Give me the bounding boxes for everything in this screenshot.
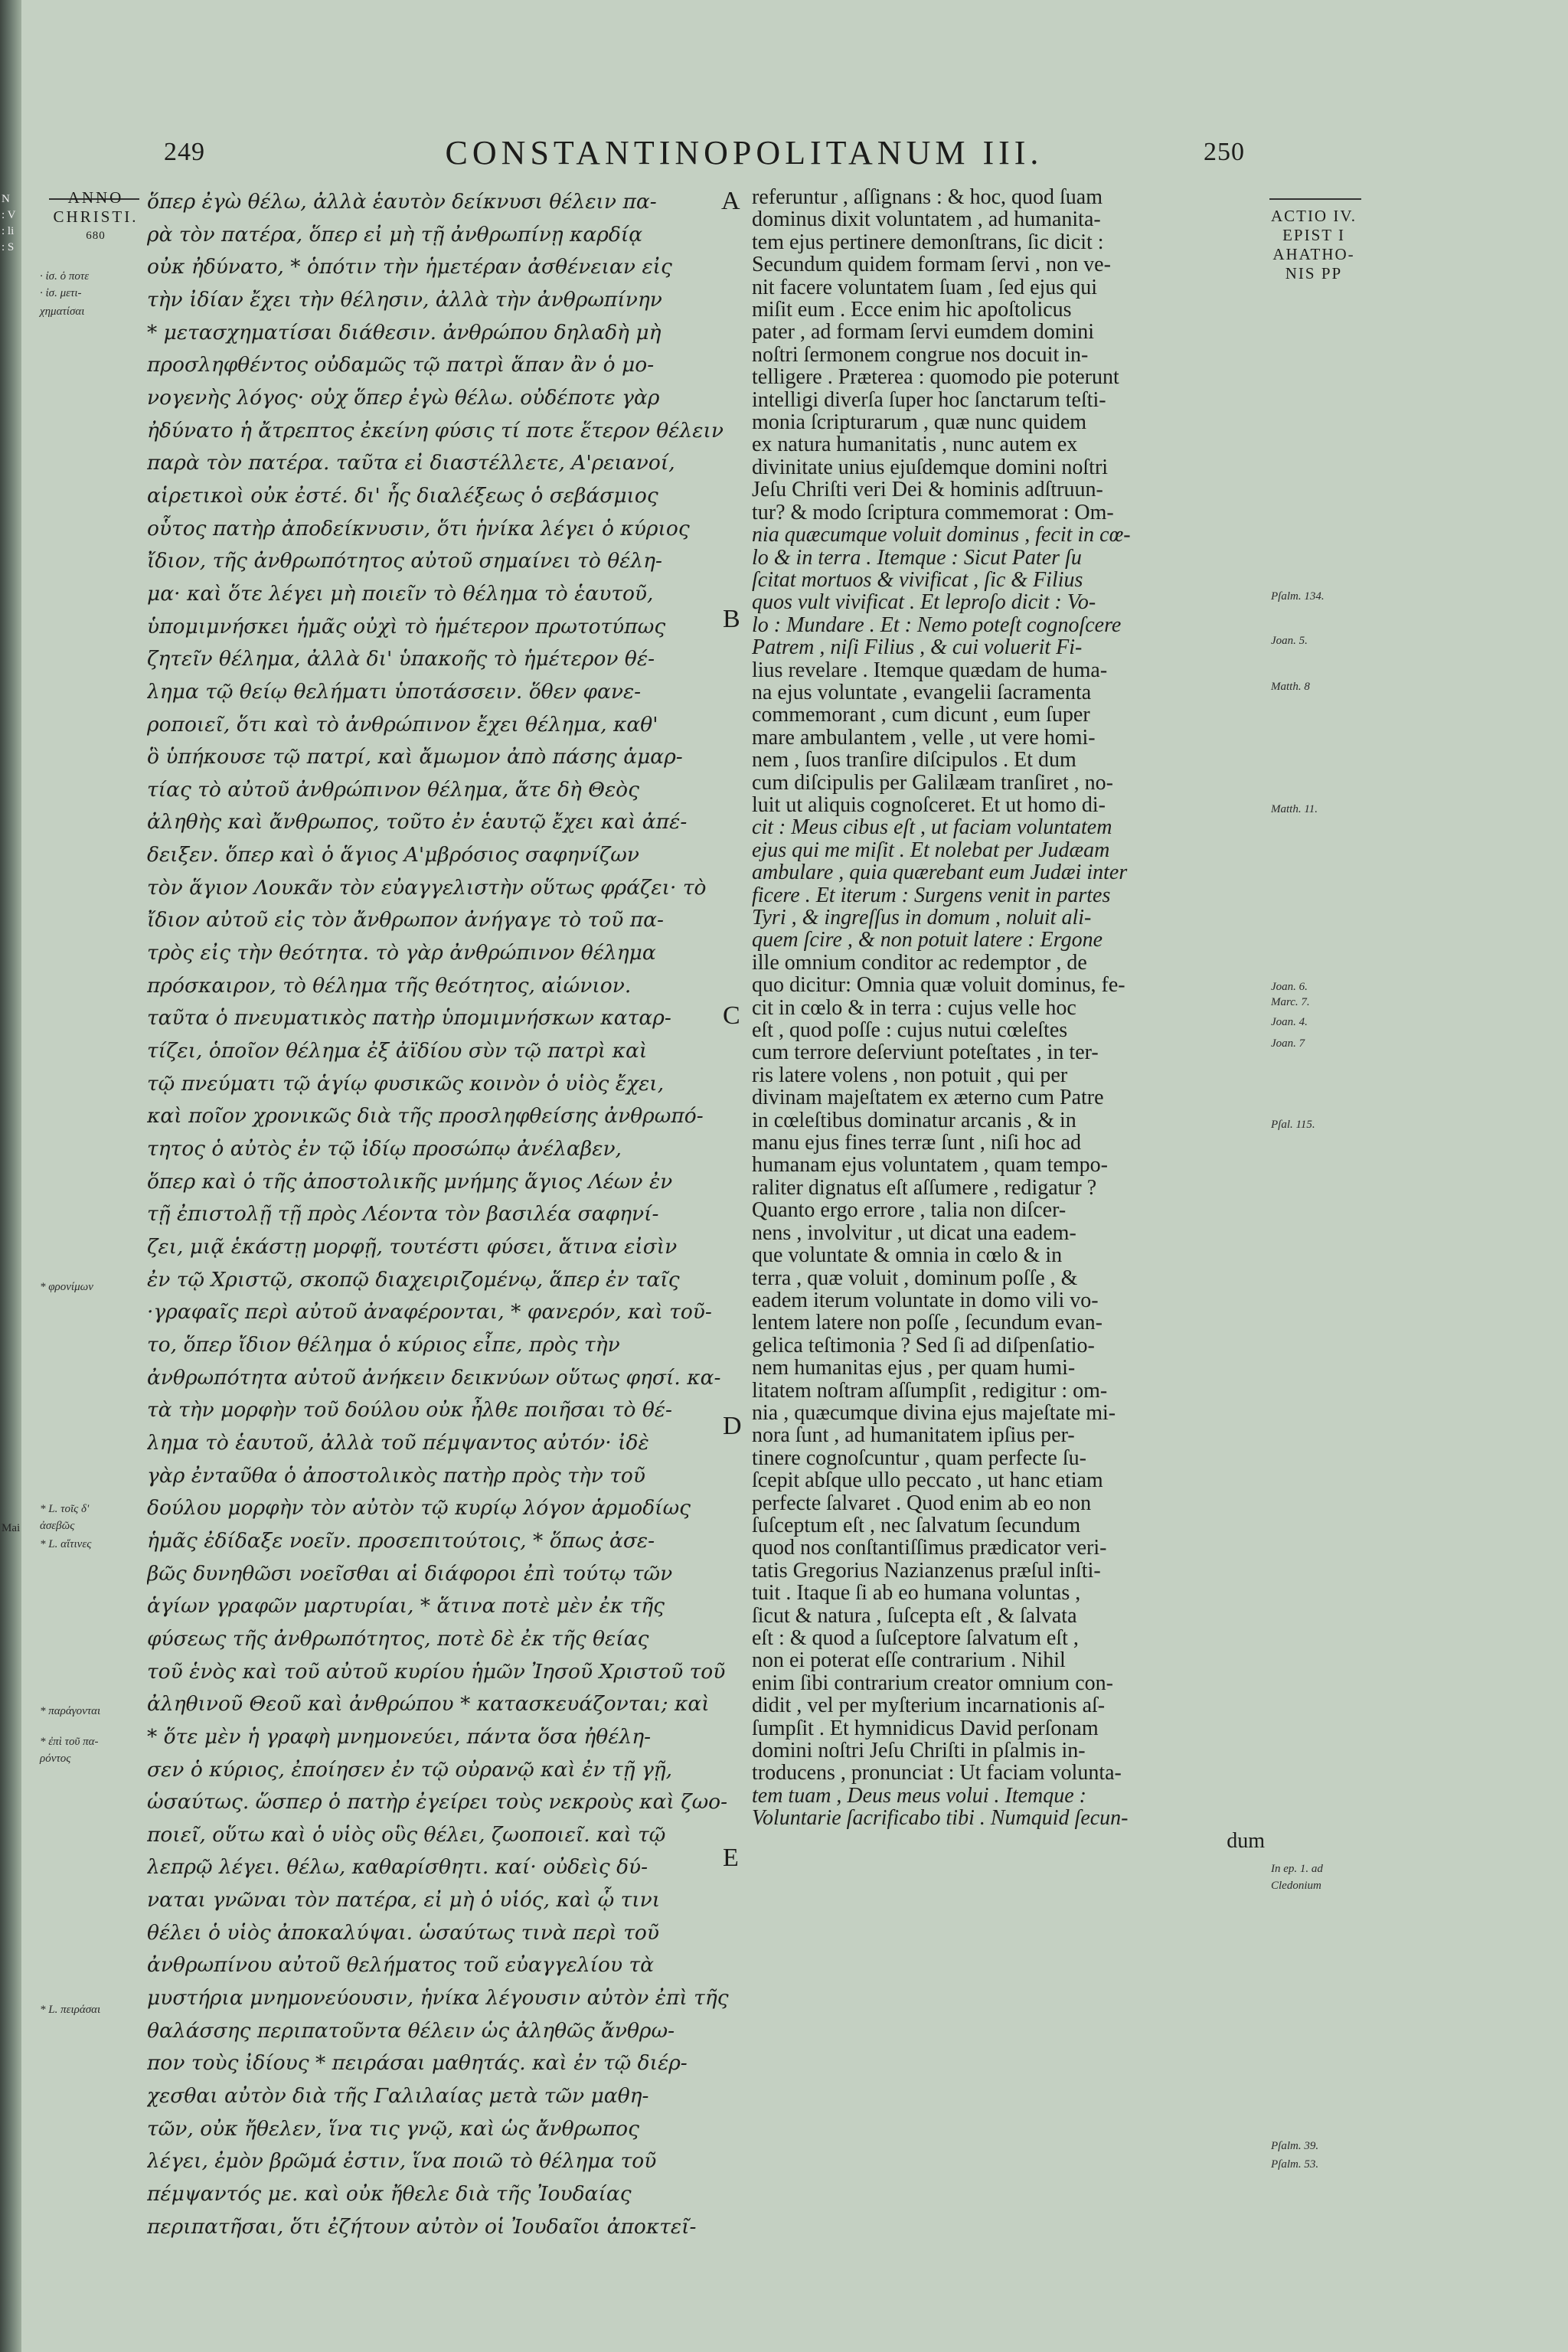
greek-line: χεσθαι αὐτὸν διὰ τῆς Γαλιλαίας μετὰ τῶν μαθη- bbox=[147, 2084, 649, 2109]
scripture-reference: Cledonium bbox=[1271, 1880, 1321, 1892]
greek-line: πον τοὺς ἰδίους * πειράσαι μαθητάς. καὶ ἐν τῷ διέρ- bbox=[147, 2051, 688, 2076]
latin-line: Quanto ergo errore , talia non diſcer- bbox=[752, 1199, 1067, 1222]
latin-line: dominus dixit voluntatem , ad humanita- bbox=[752, 208, 1101, 231]
scripture-reference: Pſalm. 39. bbox=[1271, 2140, 1319, 2152]
session-line: AHATHO- bbox=[1272, 245, 1355, 263]
marginal-note: · ἰσ. ὁ ποτε bbox=[40, 270, 90, 283]
greek-line: τρὸς εἰς τὴν θεότητα. τὸ γὰρ ἀνθρώπινον θέλημα bbox=[147, 941, 656, 965]
greek-line: ἀληθὴς καὶ ἄνθρωπος, τοῦτο ἐν ἑαυτῷ ἔχει καὶ ἀπέ- bbox=[147, 810, 688, 835]
page-number-left: 249 bbox=[164, 138, 205, 166]
marginal-note: · ἰσ. μετι- bbox=[40, 287, 82, 299]
scripture-reference: Joan. 4. bbox=[1271, 1016, 1308, 1028]
latin-line: que voluntate & omnia in cœlo & in bbox=[752, 1244, 1063, 1267]
latin-line: troducens , pronunciat : Ut faciam volunta- bbox=[752, 1762, 1122, 1785]
greek-line: ὅπερ καὶ ὁ τῆς ἀποστολικῆς μνήμης ἅγιος Λέων ἐν bbox=[147, 1169, 673, 1194]
header-rule-right bbox=[1269, 198, 1361, 200]
greek-line: βῶς δυνηθῶσι νοεῖσθαι αἱ διάφοροι ἐπὶ τούτῳ τῶν bbox=[147, 1561, 673, 1586]
greek-line: γὰρ ἐνταῦθα ὁ ἀποστολικὸς πατὴρ πρὸς τὴν τοῦ bbox=[147, 1463, 645, 1488]
latin-line: ambulare , quia quærebant eum Judæi inter bbox=[752, 861, 1128, 884]
latin-text-column bbox=[752, 186, 1272, 1852]
greek-line: ἀληθινοῦ Θεοῦ καὶ ἀνθρώπου * κατασκευάζονται; καὶ bbox=[147, 1692, 710, 1717]
session-annotation bbox=[1268, 207, 1360, 283]
section-letter: C bbox=[723, 1001, 740, 1030]
latin-line: lius revelare . Itemque quædam de huma- bbox=[752, 658, 1108, 681]
latin-line: telligere . Præterea : quomodo pie poterunt bbox=[752, 366, 1119, 389]
greek-line: ·γραφαῖς περὶ αὐτοῦ ἀναφέρονται, * φανερόν, καὶ τοῦ- bbox=[147, 1300, 712, 1325]
marginal-note: * L. αἵτινες bbox=[40, 1538, 92, 1550]
greek-line: μυστήρια μνημονεύουσιν, ἡνίκα λέγουσιν αὐτὸν ἐπὶ τῆς bbox=[147, 1986, 729, 2011]
latin-line: Voluntarie ſacrificabo tibi . Numquid ſecun- bbox=[752, 1807, 1129, 1830]
greek-line: λημα τὸ ἑαυτοῦ, ἀλλὰ τοῦ πέμψαντος αὐτόν· ἰδὲ bbox=[147, 1430, 649, 1455]
section-letter: B bbox=[723, 605, 740, 633]
section-letter: A bbox=[721, 187, 740, 215]
greek-line: ἴδιον, τῆς ἀνθρωπότητος αὐτοῦ σημαίνει τὸ θέλη- bbox=[147, 549, 662, 573]
greek-line: πέμψαντός με. καὶ οὐκ ἤθελε διὰ τῆς Ἰουδαίας bbox=[147, 2182, 632, 2207]
latin-line: ſicut & natura , ſuſcepta eſt , & ſalvata bbox=[752, 1604, 1077, 1627]
greek-line: τὸν ἅγιον Λουκᾶν τὸν εὐαγγελιστὴν οὕτως φράζει· τὸ bbox=[147, 875, 707, 900]
greek-line: ρὰ τὸν πατέρα, ὅπερ εἰ μὴ τῇ ἀνθρωπίνῃ καρδίᾳ bbox=[147, 222, 643, 247]
latin-line: tinere cognoſcuntur , quam perfecte ſu- bbox=[752, 1446, 1086, 1470]
latin-line: divinam majeſtatem ex æterno cum Patre bbox=[752, 1086, 1104, 1109]
latin-line: non ei poterat eſſe contrarium . Nihil bbox=[752, 1649, 1066, 1672]
latin-line: tur? & modo ſcriptura commemorat : Om- bbox=[752, 501, 1114, 524]
section-letter: D bbox=[723, 1412, 742, 1440]
page-number-right: 250 bbox=[1204, 138, 1245, 166]
gutter-mark: Mai bbox=[2, 1522, 21, 1534]
latin-line: intelligi diverſa ſuper hoc ſanctarum teſti- bbox=[752, 388, 1106, 412]
latin-line: Tyri , & ingreſſus in domum , noluit ali- bbox=[752, 906, 1092, 929]
greek-line: ποιεῖ, οὕτω καὶ ὁ υἱὸς οὓς θέλει, ζωοποιεῖ. καὶ τῷ bbox=[147, 1822, 666, 1847]
anno-label: ANNO bbox=[67, 188, 124, 207]
greek-line: ὑπομιμνήσκει ἡμᾶς οὐχὶ τὸ ἡμέτερον πρωτοτύπως bbox=[147, 614, 666, 639]
catchword: dum bbox=[1227, 1829, 1265, 1853]
greek-line: τίας τὸ αὐτοῦ ἀνθρώπινον θέλημα, ἅτε δὴ Θεὸς bbox=[147, 777, 639, 802]
latin-line: referuntur , aſſignans : & hoc, quod ſuam bbox=[752, 186, 1102, 209]
greek-line: θαλάσσης περιπατοῦντα θέλειν ὡς ἀληθῶς ἄνθρω- bbox=[147, 2018, 675, 2043]
latin-line: lentem latere non poſſe , ſecundum evan- bbox=[752, 1312, 1102, 1334]
latin-line: quos vult vivificat . Et leproſo dicit : Vo- bbox=[752, 591, 1096, 614]
latin-line: cit in cœlo & in terra : cujus velle hoc bbox=[752, 996, 1076, 1020]
scripture-reference: Joan. 6. bbox=[1271, 981, 1308, 993]
latin-line: ficere . Et iterum : Surgens venit in partes bbox=[752, 884, 1111, 906]
greek-line: * ὅτε μὲν ἡ γραφὴ μνημονεύει, πάντα ὅσα ἠθέλη- bbox=[147, 1724, 652, 1749]
session-line: ACTIO IV. bbox=[1270, 207, 1357, 225]
session-line: EPIST I bbox=[1282, 226, 1345, 244]
greek-line: λημα τῷ θείῳ θελήματι ὑποτάσσειν. ὅθεν φανε- bbox=[147, 679, 642, 704]
greek-line: τητος ὁ αὐτὸς ἐν τῷ ἰδίῳ προσώπῳ ἀνέλαβεν, bbox=[147, 1137, 622, 1161]
latin-line: pater , ad formam ſervi eumdem domini bbox=[752, 321, 1095, 344]
latin-line: raliter dignatus eſt aſſumere , redigatur ? bbox=[752, 1176, 1097, 1200]
latin-line: tem ejus pertinere demonſtrans, ſic dicit : bbox=[752, 230, 1104, 254]
marginal-note: * L. πειράσαι bbox=[40, 2004, 101, 2016]
latin-line: commemorant , cum dicunt , eum ſuper bbox=[752, 704, 1090, 727]
greek-line: προσληφθέντος οὐδαμῶς τῷ πατρὶ ἅπαν ἂν ὁ μο- bbox=[147, 353, 655, 377]
greek-line: οὗτος πατὴρ ἀποδείκνυσιν, ὅτι ἡνίκα λέγει ὁ κύριος bbox=[147, 516, 690, 541]
latin-line: lo : Mundare . Et : Nemo poteſt cognoſcere bbox=[752, 613, 1122, 637]
greek-line: μα· καὶ ὅτε λέγει μὴ ποιεῖν τὸ θέλημα τὸ ἑαυτοῦ, bbox=[147, 581, 654, 606]
marginal-note: ἀσεβῶς bbox=[40, 1520, 75, 1532]
greek-line: δειξεν. ὅπερ καὶ ὁ ἅγιος Α'μβρόσιος σαφηνίζων bbox=[147, 843, 639, 867]
greek-line: τῷ πνεύματι τῷ ἁγίῳ φυσικῶς κοινὸν ὁ υἱὸς ἔχει, bbox=[147, 1071, 665, 1096]
latin-line: nem , ſuos tranſire diſcipulos . Et dum bbox=[752, 749, 1076, 772]
latin-line: in cœleſtibus dominatur arcanis , & in bbox=[752, 1109, 1076, 1132]
greek-text-column bbox=[147, 186, 738, 2243]
greek-line: ροποιεῖ, ὅτι καὶ τὸ ἀνθρώπινον ἔχει θέλημα, καθ' bbox=[147, 712, 658, 737]
scripture-reference: Marc. 7. bbox=[1271, 996, 1310, 1008]
gutter-marks bbox=[2, 191, 21, 256]
latin-line: Patrem , niſi Filius , & cui voluerit Fi- bbox=[752, 636, 1083, 659]
latin-line: tuit . Itaque ſi ab eo humana voluntas , bbox=[752, 1582, 1081, 1605]
latin-line: Jeſu Chriſti veri Dei & hominis adſtruun- bbox=[752, 479, 1103, 501]
greek-line: το, ὅπερ ἴδιον θέλημα ὁ κύριος εἶπε, πρὸς τὴν bbox=[147, 1332, 620, 1357]
scripture-reference: Joan. 5. bbox=[1271, 635, 1308, 647]
greek-line: πρόσκαιρον, τὸ θέλημα τῆς θεότητος, αἰώνιον. bbox=[147, 973, 632, 998]
latin-line: nens , involvitur , ut dicat una eadem- bbox=[752, 1221, 1076, 1245]
latin-line: litatem noſtram aſſumpſit , redigitur : om- bbox=[752, 1379, 1108, 1402]
gutter-mark: : S bbox=[2, 241, 15, 253]
greek-line: τὰ τὴν μορφὴν τοῦ δούλου οὐκ ἦλθε ποιῆσαι τὸ θέ- bbox=[147, 1398, 672, 1423]
latin-line: perfecte ſalvaret . Quod enim ab eo non bbox=[752, 1491, 1092, 1514]
marginal-note: * ἐπὶ τοῦ πα- bbox=[40, 1736, 99, 1748]
latin-line: eſt , quod poſſe : cujus nutui cœleſtes bbox=[752, 1019, 1068, 1042]
scripture-reference: Pſal. 115. bbox=[1271, 1119, 1315, 1131]
latin-line: quo dicitur: Omnia quæ voluit dominus, fe- bbox=[752, 974, 1125, 997]
latin-line: cum terrore deſerviunt poteſtates , in ter- bbox=[752, 1041, 1099, 1064]
section-letter: E bbox=[723, 1844, 739, 1872]
greek-line: ναται γνῶναι τὸν πατέρα, εἰ μὴ ὁ υἱός, καὶ ᾧ τινι bbox=[147, 1888, 661, 1913]
greek-line: ἀνθρωπίνου αὐτοῦ θελήματος τοῦ εὐαγγελίου τὰ bbox=[147, 1953, 655, 1978]
latin-line: eſt : & quod a ſuſceptore ſalvatum eſt , bbox=[752, 1627, 1079, 1650]
greek-line: σεν ὁ κύριος, ἐποίησεν ἐν τῷ οὐρανῷ καὶ ἐν τῇ γῇ, bbox=[147, 1757, 673, 1782]
marginal-note: * L. τοῖς δ' bbox=[40, 1503, 90, 1515]
latin-line: nia , quæcumque divina ejus majeſtate mi- bbox=[752, 1401, 1116, 1425]
greek-line: ζητεῖν θέλημα, ἀλλὰ δι' ὑπακοῆς τὸ ἡμέτερον θέ- bbox=[147, 647, 655, 671]
latin-line: gelica teſtimonia ? Sed ſi ad diſpenſatio- bbox=[752, 1334, 1095, 1357]
year-label: 680 bbox=[86, 230, 106, 242]
scripture-reference: Joan. 7 bbox=[1271, 1037, 1305, 1050]
scripture-reference: Pſalm. 134. bbox=[1271, 590, 1325, 603]
latin-line: tem tuam , Deus meus volui . Itemque : bbox=[752, 1784, 1087, 1808]
latin-line: na ejus voluntate , evangelii ſacramenta bbox=[752, 681, 1092, 704]
latin-line: terra , quæ voluit , dominum poſſe , & bbox=[752, 1266, 1078, 1289]
running-title: CONSTANTINOPOLITANUM III. bbox=[445, 134, 1044, 172]
greek-line: ἁγίων γραφῶν μαρτυρίαι, * ἅτινα ποτὲ μὲν ἐκ τῆς bbox=[147, 1594, 665, 1619]
greek-line: τῇ ἐπιστολῇ τῇ πρὸς Λέοντα τὸν βασιλέα σαφηνί- bbox=[147, 1202, 659, 1227]
scripture-reference: Matth. 8 bbox=[1271, 681, 1310, 693]
latin-line: ſcitat mortuos & vivificat , ſic & Filius bbox=[752, 568, 1083, 592]
greek-line: παρὰ τὸν πατέρα. ταῦτα εἰ διαστέλλετε, Α'ρειανοί, bbox=[147, 451, 675, 475]
greek-line: θέλει ὁ υἱὸς ἀποκαλύψαι. ὡσαύτως τινὰ περὶ τοῦ bbox=[147, 1920, 659, 1945]
latin-line: enim ſibi contrarium creator omnium con- bbox=[752, 1671, 1113, 1695]
greek-line: * μετασχηματίσαι διάθεσιν. ἀνθρώπου δηλαδὴ μὴ bbox=[147, 320, 662, 345]
latin-line: ſumpſit . Et hymnidicus David perſonam bbox=[752, 1717, 1099, 1740]
christi-label: CHRISTI. bbox=[53, 207, 139, 226]
greek-line: ὃ ὑπήκουσε τῷ πατρί, καὶ ἄμωμον ἀπὸ πάσης ἁμαρ- bbox=[147, 745, 683, 769]
latin-line: humanam ejus voluntatem , quam tempo- bbox=[752, 1154, 1109, 1177]
latin-line: cit : Meus cibus eſt , ut faciam voluntatem bbox=[752, 816, 1112, 839]
greek-line: ἴδιον αὐτοῦ εἰς τὸν ἄνθρωπον ἀνήγαγε τὸ τοῦ πα- bbox=[147, 908, 664, 933]
latin-line: ris latere volens , non potuit , qui per bbox=[752, 1063, 1068, 1087]
latin-line: eadem iterum voluntate in domo vili vo- bbox=[752, 1289, 1099, 1312]
greek-line: τίζει, ὁποῖον θέλημα ἐξ ἀϊδίου σὺν τῷ πατρὶ καὶ bbox=[147, 1039, 648, 1063]
page-header bbox=[0, 134, 1568, 184]
latin-line: ejus qui me miſit . Et nolebat per Judæam bbox=[752, 838, 1110, 862]
greek-line: ἡμᾶς ἐδίδαξε νοεῖν. προσεπιτούτοις, * ὅπως ἀσε- bbox=[147, 1528, 655, 1553]
greek-line: ἠδύνατο ἡ ἄτρεπτος ἐκείνη φύσις τί ποτε ἕτερον θέλειν bbox=[147, 418, 724, 443]
greek-line: τῶν, οὐκ ἤθελεν, ἵνα τις γνῷ, καὶ ὡς ἄνθρωπος bbox=[147, 2116, 639, 2141]
greek-line: λέγει, ἐμὸν βρῶμά ἐστιν, ἵνα ποιῶ τὸ θέλημα τοῦ bbox=[147, 2149, 657, 2174]
latin-line: cum diſcipulis per Galilæam tranſiret , no- bbox=[752, 771, 1113, 794]
greek-line: ἀνθρωπότητα αὐτοῦ ἀνήκειν δεικνύων οὕτως φησί. κα- bbox=[147, 1365, 721, 1390]
latin-line: nem humanitas ejus , per quam humi- bbox=[752, 1357, 1076, 1380]
latin-line: didit , vel per myſterium incarnationis aſ- bbox=[752, 1694, 1106, 1717]
greek-line: δούλου μορφὴν τὸν αὐτὸν τῷ κυρίῳ λόγον ἁρμοδίως bbox=[147, 1496, 691, 1521]
latin-line: mare ambulantem , velle , ut vere homi- bbox=[752, 726, 1096, 750]
scripture-reference: Pſalm. 53. bbox=[1271, 2158, 1319, 2171]
latin-line: noſtri ſermonem congrue nos docuit in- bbox=[752, 343, 1089, 367]
scripture-reference: Matth. 11. bbox=[1271, 803, 1318, 815]
greek-line: ταῦτα ὁ πνευματικὸς πατὴρ ὑπομιμνήσκων καταρ- bbox=[147, 1006, 671, 1031]
greek-line: καὶ ποῖον χρονικῶς διὰ τῆς προσληφθείσης ἀνθρωπό- bbox=[147, 1104, 704, 1129]
scripture-reference: In ep. 1. ad bbox=[1271, 1863, 1323, 1875]
latin-line: lo & in terra . Itemque : Sicut Pater ſu bbox=[752, 546, 1082, 569]
latin-line: quem ſcire , & non potuit latere : Ergone bbox=[752, 929, 1103, 952]
gutter-mark: : li bbox=[2, 225, 15, 237]
marginal-note: ρόντος bbox=[40, 1753, 71, 1765]
gutter-mark: : V bbox=[2, 209, 16, 221]
latin-line: ex natura humanitatis , nunc autem ex bbox=[752, 433, 1078, 456]
latin-line: luit ut aliquis cognoſceret. Et ut homo di- bbox=[752, 793, 1106, 817]
year-annotation bbox=[49, 188, 142, 246]
marginal-note: χηματίσαι bbox=[40, 305, 85, 318]
latin-line: ſcepit abſque ullo peccato , ut hanc etiam bbox=[752, 1469, 1103, 1492]
latin-line: nora ſunt , ad humanitatem ipſius per- bbox=[752, 1424, 1075, 1447]
latin-line: monia ſcripturarum , quæ nunc quidem bbox=[752, 411, 1087, 434]
greek-line: αἱρετικοὶ οὐκ ἐστέ. δι' ἧς διαλέξεως ὁ σεβάσμιος bbox=[147, 483, 658, 508]
latin-line: nit facere voluntatem ſuam , ſed ejus qui bbox=[752, 276, 1097, 299]
latin-line: domini noſtri Jeſu Chriſti in pſalmis in- bbox=[752, 1740, 1086, 1762]
latin-line: ſuſceptum eſt , nec ſalvatum ſecundum bbox=[752, 1514, 1081, 1537]
latin-line: quod nos conſtantiſſimus prædicator veri- bbox=[752, 1537, 1107, 1560]
greek-line: λεπρῷ λέγει. θέλω, καθαρίσθητι. καί· οὐδεὶς δύ- bbox=[147, 1855, 648, 1880]
greek-line: τὴν ἰδίαν ἔχει τὴν θέλησιν, ἀλλὰ τὴν ἀνθρωπίνην bbox=[147, 287, 662, 312]
latin-line: nia quæcumque voluit dominus , fecit in cœ- bbox=[752, 524, 1131, 547]
greek-line: νογενὴς λόγος· οὐχ ὅπερ ἐγὼ θέλω. οὐδέποτε γὰρ bbox=[147, 385, 660, 410]
latin-line: manu ejus fines terræ ſunt , niſi hoc ad bbox=[752, 1132, 1082, 1155]
greek-line: φύσεως τῆς ἀνθρωπότητος, ποτὲ δὲ ἐκ τῆς θείας bbox=[147, 1626, 649, 1651]
latin-line: divinitate unius ejuſdemque domini noſtri bbox=[752, 456, 1109, 479]
latin-line: Secundum quidem formam ſervi , non ve- bbox=[752, 253, 1111, 276]
greek-line: ἐν τῷ Χριστῷ, σκοπῷ διαχειριζομένῳ, ἅπερ ἐν ταῖς bbox=[147, 1267, 680, 1292]
latin-line: ille omnium conditor ac redemptor , de bbox=[752, 951, 1087, 975]
session-line: NIS PP bbox=[1285, 264, 1343, 283]
greek-line: περιπατῆσαι, ὅτι ἐζήτουν αὐτὸν οἱ Ἰουδαῖοι ἀποκτεῖ- bbox=[147, 2214, 697, 2239]
gutter-mark: N bbox=[2, 193, 10, 205]
greek-line: ζει, μιᾷ ἑκάστῃ μορφῇ, τουτέστι φύσει, ἅτινα εἰσὶν bbox=[147, 1235, 678, 1259]
greek-line: τοῦ ἑνὸς καὶ τοῦ αὐτοῦ κυρίου ἡμῶν Ἰησοῦ Χριστοῦ τοῦ bbox=[147, 1659, 726, 1684]
greek-line: οὐκ ἠδύνατο, * ὁπότιν τὴν ἡμετέραν ἀσθένειαν εἰς bbox=[147, 255, 672, 279]
marginal-note: * παράγονται bbox=[40, 1705, 101, 1717]
greek-line: ὅπερ ἐγὼ θέλω, ἀλλὰ ἑαυτὸν δείκνυσι θέλειν πα- bbox=[147, 190, 657, 214]
latin-line: tatis Gregorius Nazianzenus præſul inſti- bbox=[752, 1559, 1101, 1583]
greek-line: ὡσαύτως. ὥσπερ ὁ πατὴρ ἐγείρει τοὺς νεκροὺς καὶ ζωο- bbox=[147, 1790, 728, 1815]
marginal-note: * φρονίμων bbox=[40, 1281, 93, 1293]
latin-line: miſit eum . Ecce enim hic apoſtolicus bbox=[752, 299, 1072, 322]
book-gutter bbox=[0, 0, 21, 2352]
